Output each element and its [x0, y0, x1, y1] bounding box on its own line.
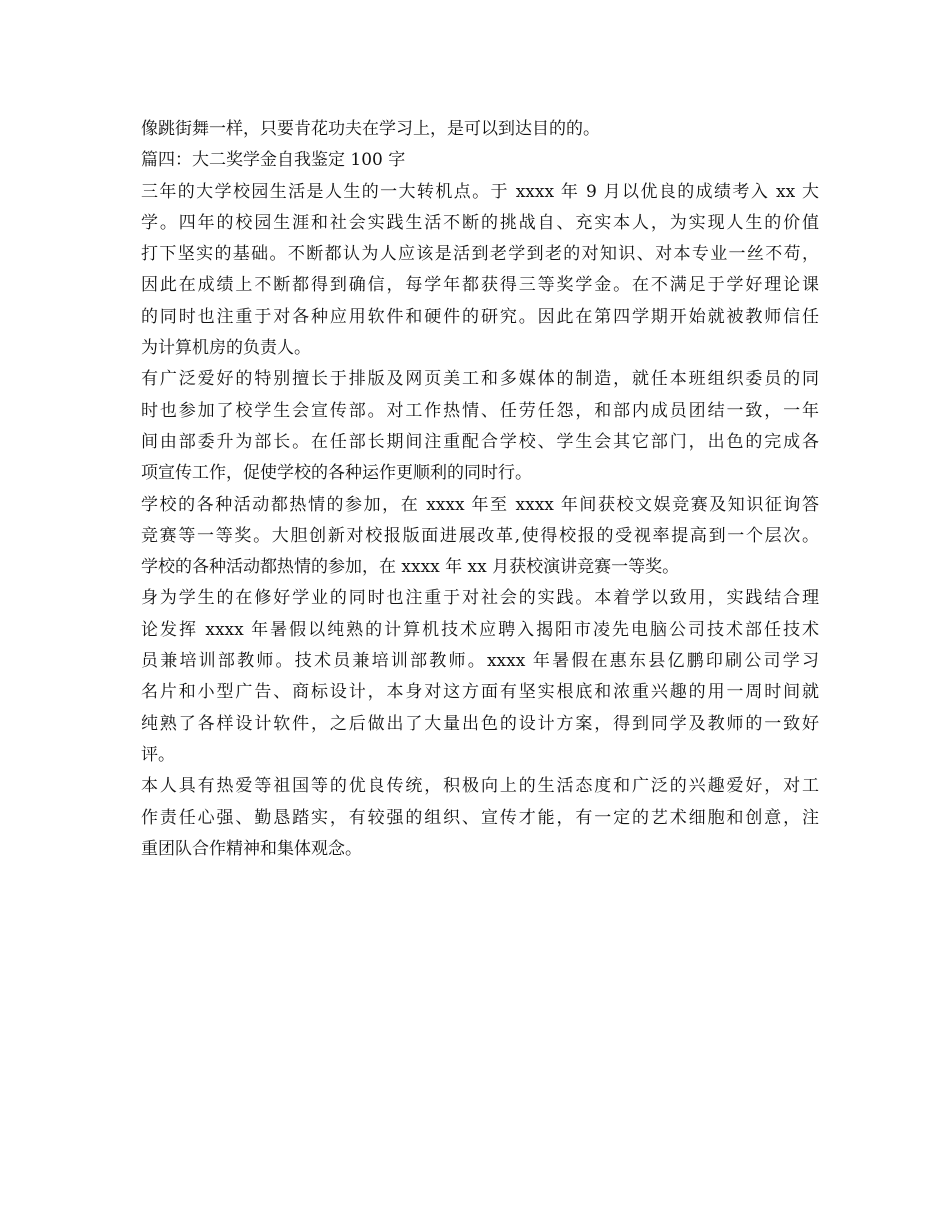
text-line-content: 有广泛爱好的特别擅长于排版及网页美工和多媒体的制造，就任本班组织委员的同	[141, 369, 819, 390]
text-line	[141, 302, 819, 333]
document-body	[141, 114, 819, 865]
text-line-content: 项宣传工作，促使学校的各种运作更顺利的同时行。	[141, 463, 532, 484]
text-line-content: 评。	[141, 744, 175, 765]
text-line-content: 为计算机房的负责人。	[141, 338, 311, 359]
text-line	[141, 803, 819, 834]
text-line-content: 本人具有热爱等祖国等的优良传统，积极向上的生活态度和广泛的兴趣爱好，对工	[141, 776, 819, 797]
text-line-content: 学。四年的校园生涯和社会实践生活不断的挑战自、充实本人，为实现人生的价值	[141, 212, 819, 233]
text-line	[141, 427, 819, 458]
text-line-content: 重团队合作精神和集体观念。	[141, 838, 362, 859]
text-line	[141, 145, 819, 176]
text-line-content: 名片和小型广告、商标设计，本身对这方面有坚实根底和浓重兴趣的用一周时间就	[141, 682, 819, 703]
text-line-content: 打下坚实的基础。不断都认为人应该是活到老学到老的对知识、对本专业一丝不苟，	[141, 244, 819, 265]
text-line-content: 因此在成绩上不断都得到确信，每学年都获得三等奖学金。在不满足于学好理论课	[141, 275, 819, 296]
text-line-content: 纯熟了各样设计软件，之后做出了大量出色的设计方案，得到同学及教师的一致好	[141, 713, 819, 734]
text-line	[141, 208, 819, 239]
text-line-content: 篇四：大二奖学金自我鉴定 100 字	[141, 150, 406, 171]
text-line-content: 三年的大学校园生活是人生的一大转机点。于 xxxx 年 9 月以优良的成绩考入 xx 大	[141, 181, 819, 202]
text-line	[141, 677, 819, 708]
text-line-content: 竞赛等一等奖。大胆创新对校报版面进展改革,使得校报的受视率提高到一个层次。	[141, 525, 819, 546]
text-line-content: 作责任心强、勤恳踏实，有较强的组织、宣传才能，有一定的艺术细胞和创意，注	[141, 807, 819, 828]
text-line	[141, 709, 819, 740]
text-line-content: 员兼培训部教师。技术员兼培训部教师。xxxx 年暑假在惠东县亿鹏印刷公司学习	[141, 651, 819, 672]
text-line	[141, 834, 819, 865]
text-line	[141, 177, 819, 208]
text-line	[141, 458, 819, 489]
text-line	[141, 521, 819, 552]
text-line-content: 的同时也注重于对各种应用软件和硬件的研究。因此在第四学期开始就被教师信任	[141, 306, 819, 327]
text-line	[141, 239, 819, 270]
text-line	[141, 552, 819, 583]
text-line	[141, 396, 819, 427]
text-line	[141, 333, 819, 364]
text-line	[141, 583, 819, 614]
text-line	[141, 771, 819, 802]
text-line	[141, 740, 819, 771]
text-line-content: 身为学生的在修好学业的同时也注重于对社会的实践。本着学以致用，实践结合理	[141, 588, 819, 609]
text-line	[141, 646, 819, 677]
text-line-content: 论发挥 xxxx 年暑假以纯熟的计算机技术应聘入揭阳市凌先电脑公司技术部任技术	[141, 619, 819, 640]
text-line	[141, 270, 819, 301]
text-line	[141, 615, 819, 646]
text-line-content: 学校的各种活动都热情的参加，在 xxxx 年至 xxxx 年间获校文娱竞赛及知识征询答	[141, 494, 819, 515]
text-line	[141, 364, 819, 395]
text-line-content: 像跳街舞一样，只要肯花功夫在学习上，是可以到达目的的。	[141, 119, 600, 139]
text-line-content: 间由部委升为部长。在任部长期间注重配合学校、学生会其它部门，出色的完成各	[141, 431, 819, 452]
text-line-content: 学校的各种活动都热情的参加，在 xxxx 年 xx 月获校演讲竞赛一等奖。	[141, 557, 680, 578]
text-line	[141, 490, 819, 521]
text-line	[141, 114, 819, 145]
text-line-content: 时也参加了校学生会宣传部。对工作热情、任劳任怨，和部内成员团结一致，一年	[141, 400, 819, 421]
